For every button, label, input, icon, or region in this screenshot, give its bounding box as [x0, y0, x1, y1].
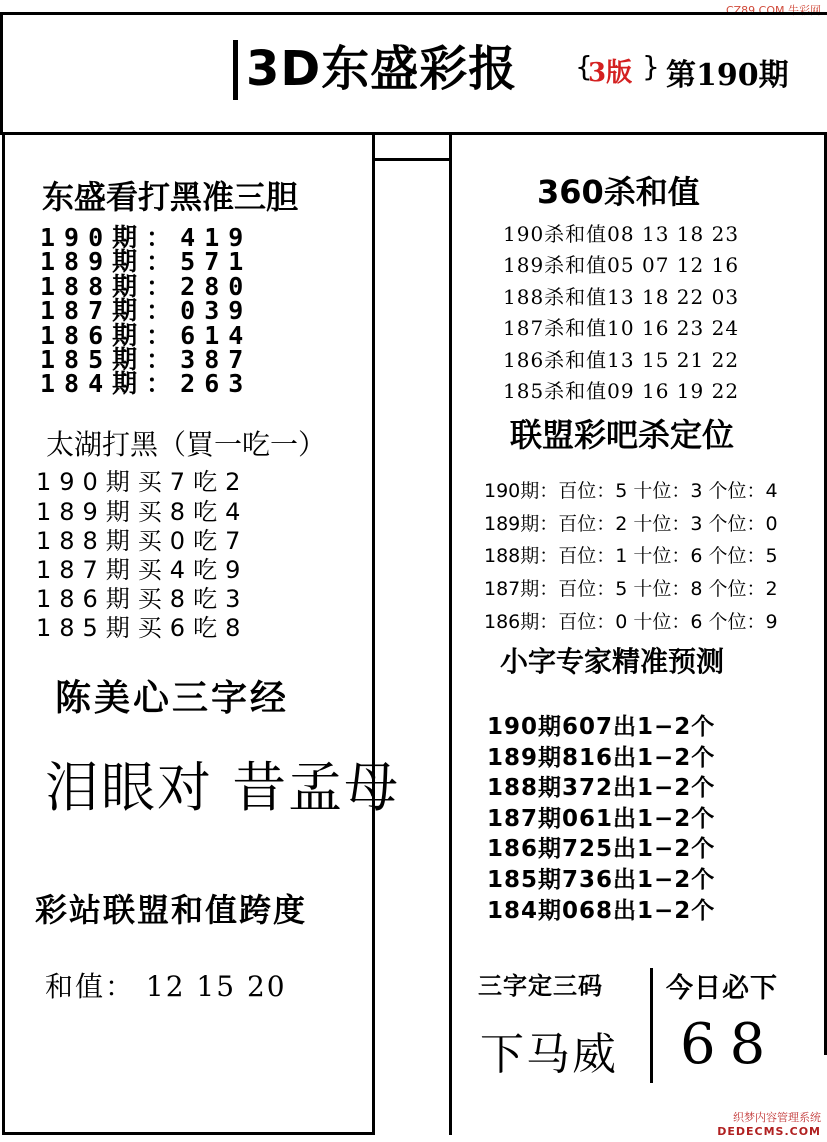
dongsheng-row: 186期：614	[40, 321, 253, 350]
sha360-row: 188杀和值13 18 22 03	[503, 285, 740, 309]
lianmeng-title: 联盟彩吧杀定位	[510, 416, 735, 454]
page-title: 3D东盛彩报	[246, 41, 518, 97]
jinri-value: 68	[680, 1012, 780, 1077]
dongsheng-row: 190期：419	[40, 223, 253, 252]
middle-gutter	[375, 135, 452, 1135]
xiaozi-row: 187期061出1−2个	[487, 806, 716, 832]
edition-label: 3版	[588, 58, 633, 88]
cms-watermark-line1: 织梦内容管理系统	[733, 1111, 821, 1124]
lianmeng-row: 189期：百位：2 十位：3 个位：0	[484, 513, 778, 535]
dongsheng-row: 185期：387	[40, 345, 253, 374]
chen-title: 陈美心三字经	[55, 677, 290, 719]
jinri-title: 今日必下	[666, 973, 778, 1004]
taihu-row: 186期买8吃3	[36, 585, 249, 613]
xiaozi-row: 185期736出1−2个	[487, 867, 716, 893]
bottom-divider	[650, 968, 653, 1083]
sanzi-title: 三字定三码	[478, 972, 603, 1000]
lianmeng-row: 186期：百位：0 十位：6 个位：9	[484, 611, 778, 633]
xiaozi-row: 186期725出1−2个	[487, 836, 716, 862]
taihu-row: 189期买8吃4	[36, 498, 249, 526]
dongsheng-title: 东盛看打黑准三胆	[42, 178, 299, 216]
lianmeng-row: 190期：百位：5 十位：3 个位：4	[484, 480, 778, 502]
header-accent-bar	[233, 40, 238, 100]
edition-brace-open: {	[575, 50, 593, 83]
sha360-row: 190杀和值08 13 18 23	[503, 222, 740, 246]
xiaozi-row: 190期607出1−2个	[487, 714, 716, 740]
dongsheng-row: 188期：280	[40, 272, 253, 301]
xiaozi-row: 188期372出1−2个	[487, 775, 716, 801]
caizhan-hezhi: 和值： 12 15 20	[45, 970, 287, 1003]
taihu-row: 188期买0吃7	[36, 527, 249, 555]
dongsheng-row: 184期：263	[40, 369, 253, 398]
issue-number: 第190期	[666, 58, 789, 93]
chen-text: 泪眼对 昔孟母	[45, 756, 401, 819]
dongsheng-row: 187期：039	[40, 296, 253, 325]
lianmeng-row: 187期：百位：5 十位：8 个位：2	[484, 578, 778, 600]
caizhan-title: 彩站联盟和值跨度	[35, 891, 308, 929]
xiaozi-row: 184期068出1−2个	[487, 898, 716, 924]
sanzi-value: 下马威	[480, 1029, 618, 1080]
edition-brace-close: }	[642, 50, 660, 83]
sha360-row: 189杀和值05 07 12 16	[503, 253, 740, 277]
dongsheng-row: 189期：571	[40, 247, 253, 276]
xiaozi-title: 小字专家精准预测	[500, 645, 725, 678]
taihu-row: 187期买4吃9	[36, 556, 249, 584]
taihu-row: 190期买7吃2	[36, 468, 249, 496]
sha360-row: 186杀和值13 15 21 22	[503, 348, 740, 372]
cms-watermark-line2: DEDECMS.COM	[717, 1125, 821, 1138]
cms-watermark	[717, 1109, 821, 1138]
xiaozi-row: 189期816出1−2个	[487, 745, 716, 771]
taihu-title: 太湖打黑（買一吃一）	[46, 428, 327, 461]
site-watermark-top: CZ89.COM 牛彩网	[725, 4, 821, 17]
gutter-divider	[375, 158, 452, 161]
taihu-row: 185期买6吃8	[36, 614, 249, 642]
sha360-title: 360杀和值	[537, 173, 700, 211]
lianmeng-row: 188期：百位：1 十位：6 个位：5	[484, 545, 778, 567]
sha360-row: 185杀和值09 16 19 22	[503, 379, 740, 403]
sha360-row: 187杀和值10 16 23 24	[503, 316, 740, 340]
